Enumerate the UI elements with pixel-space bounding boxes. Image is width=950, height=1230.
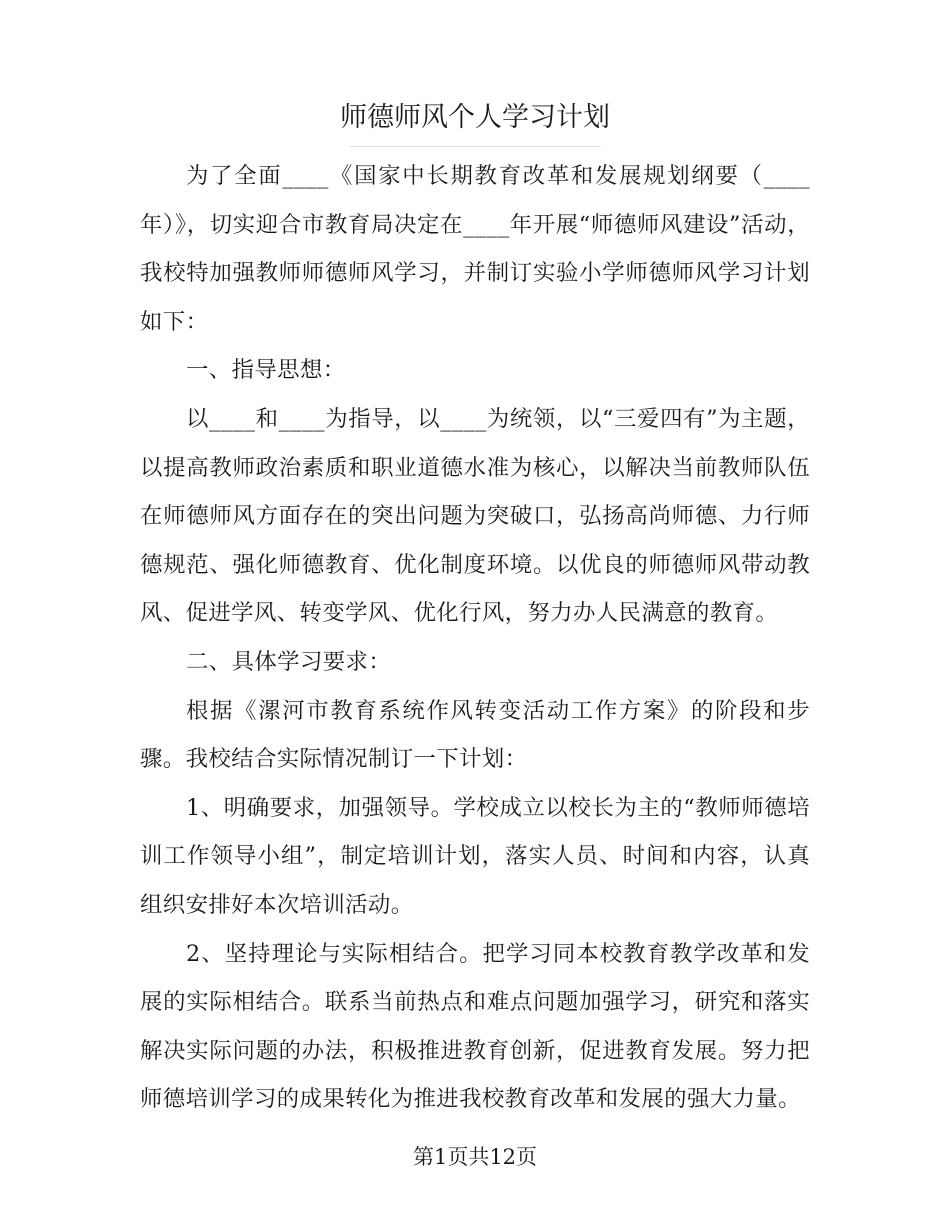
heading-study-requirements: 二、具体学习要求： (186, 648, 392, 675)
paragraph-plan-basis: 根据《漯河市教育系统作风转变活动工作方案》的阶段和步骤。我校结合实际情况制订一下计划： (140, 697, 810, 773)
document-title: 师德师风个人学习计划 (340, 102, 610, 133)
paragraph-guiding-ideology: 以____和____为指导，以____为统领，以“三爱四有”为主题，以提高教师政治素质和职业道德水准为核心，以解决当前教师队伍在师德师风方面存在的突出问题为突破口，弘扬高尚师德、力行师德规范、强化师德教育、优化制度环境。以优良的师德师风带动教风、促进学风、转变学风、优化行风，努力办人民满意的教育。 (140, 405, 810, 627)
paragraph-intro: 为了全面____《国家中长期教育改革和发展规划纲要（____年）》，切实迎合市教育局决定在____年开展“师德师风建设”活动，我校特加强教师师德师风学习，并制订实验小学师德师风学习计划如下： (140, 163, 810, 335)
title-divider (349, 146, 601, 147)
page-number-footer: 第1页共12页 (412, 1145, 538, 1169)
heading-guiding-ideology: 一、指导思想： (186, 357, 346, 384)
paragraph-item-1: 1、明确要求，加强领导。学校成立以校长为主的“教师师德培训工作领导小组”，制定培训计划，落实人员、时间和内容，认真组织安排好本次培训活动。 (140, 794, 810, 918)
paragraph-item-2: 2、坚持理论与实际相结合。把学习同本校教育教学改革和发展的实际相结合。联系当前热点和难点问题加强学习，研究和落实解决实际问题的办法，积极推进教育创新，促进教育发展。努力把师德培训学习的成果转化为推进我校教育改革和发展的强大力量。 (140, 940, 810, 1113)
document-body (140, 152, 810, 1124)
